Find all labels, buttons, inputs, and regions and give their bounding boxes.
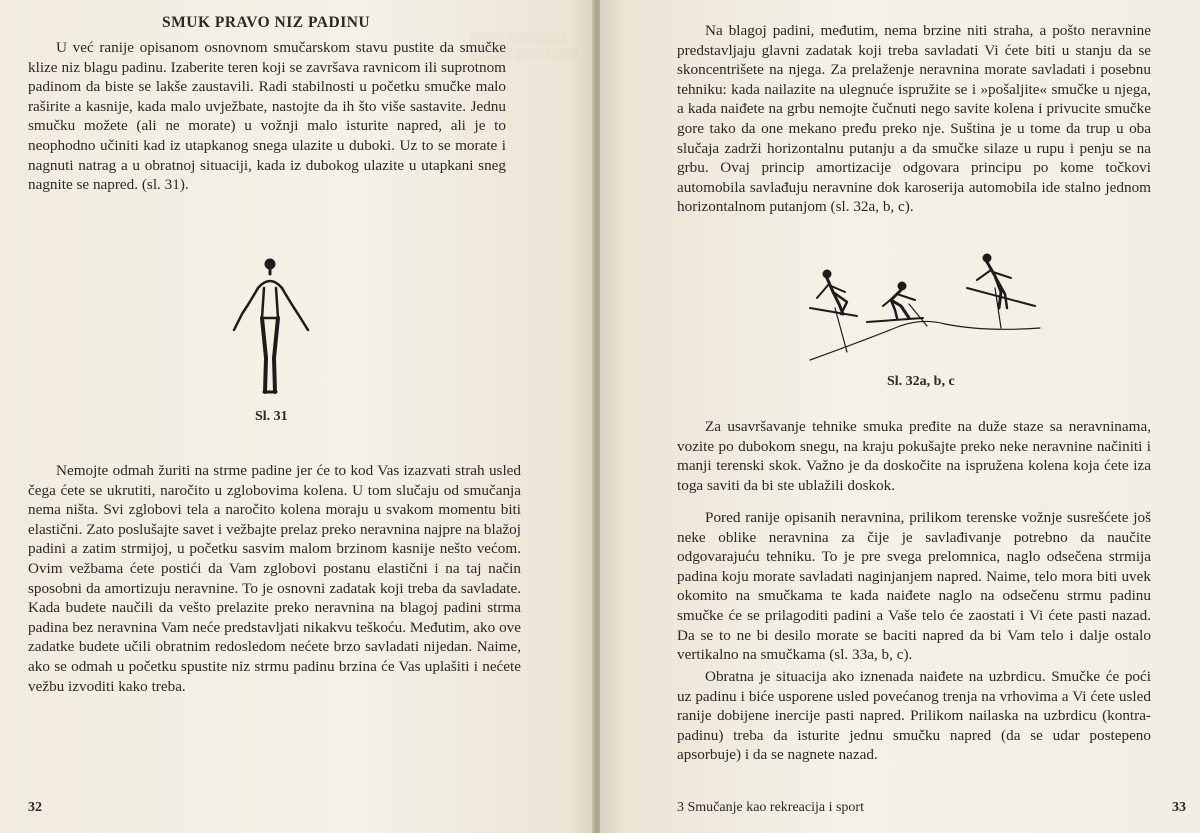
paragraph-text: Pored ranije opisanih neravnina, prilikom terenske vožnje susrešćete još neke oblike neravnina za čije je savlađivanje potrebno da naučite odgovarajuću tehniku. To je pre svega prelomnica, naglo odsečena strmija padina koju morate savladati naginjanjem napred. Naime, telo mora biti uvek okomito na smučkama te kada naiđete naglo na odsečenu strmu padinu smučke će se prilagoditi padini a Vaše telo će zaostati i Vi ćete pasti nazad. Da se to ne bi desilo morate se baciti napred da bi Vam telo i dalje ostalo vertikalno na smučkama (sl. 33a, b, c). <box>677 509 1151 664</box>
show-through-text: ▒▒▒▒ ▒▒▒▒▒▒▒ ▒▒▒▒▒ ▒▒▒▒ ▒▒▒ <box>470 31 579 61</box>
paragraph-text: Za usavršavanje tehnike smuka pređite na duže staze sa neravninama, vozite po dubokom snegu, na kraju pokušajte preko neke neravnine načiniti i manji terenski skok. Važno je da doskočite na ispružena kolena koja ćete iza toga saviti da bi ste ublažili doskok. <box>677 418 1151 494</box>
right-page <box>600 0 1200 833</box>
right-paragraph-3 <box>677 508 1151 665</box>
page-number: 33 <box>1172 800 1186 815</box>
paragraph-text: Nemojte odmah žuriti na strme padine jer će to kod Vas izazvati strah usled čega ćete se ukrutiti, naročito u zglobovima kolena. U tom slučaju od smučanja nema ništa. Svi zglobovi tela a naročito kolena moraju u svakom momentu biti elastični. Zato poslušajte savet i vežbajte prelaz preko neravnina najpre na blažoj padini a zatim strmijoj, u početku sasvim malom brzinom kasnije nešto većom. Ovim vežbama ćete postići da Vam zglobovi postanu elastični i na taj način sposobni da amortizuju neravnine. To je osnovni zadatak koji treba da savladate. Kada budete naučili da vešto prelazite preko neravnina na blagoj padini strma padina bez neravnina Vam neće predstavljati nikakvu teškoću. Međutim, ako ove zadatke budete učili obratnim redosledom nećete brzo savladati nijedan. Naime, ako se odmah u početku spustite niz strmu padinu brzina će Vas uplašiti i nećete vežbu izvoditi kako treba. <box>28 462 521 695</box>
skiers-over-bump-figure <box>805 248 1045 368</box>
figure-caption: Sl. 32a, b, c <box>887 374 955 389</box>
left-paragraph-2 <box>28 461 521 696</box>
right-paragraph-2 <box>677 417 1151 495</box>
section-heading: SMUK PRAVO NIZ PADINU <box>162 14 371 31</box>
paragraph-text: Obratna je situacija ako iznenada naiđete na uzbrdicu. Smučke će poći uz padinu i biće usporene usled povećanog trenja na vrhovima a Vi ćete usled ranije dobijene inercije pasti napred. Prilikom nailaska na uzbrdicu (kontra-padinu) treba da isturite jednu smučku napred (da se udar postepeno apsorbuje) i da se nagnete nazad. <box>677 668 1151 764</box>
right-paragraph-4 <box>677 667 1151 765</box>
skier-front-figure <box>220 252 320 402</box>
page-number: 32 <box>28 800 42 815</box>
right-paragraph-1 <box>677 21 1151 217</box>
paragraph-text: Na blagoj padini, međutim, nema brzine niti straha, a pošto neravnine predstavljaju glavni zadatak koji treba savladati Vi ćete biti u stanju da se skoncentrišete na njega. Za prelaženje neravnina morate savladati i posebnu tehniku: kada nailazite na ulegnuće ispružite se i »pošaljite« smučke u njega, a kada naiđete na grbu nemojte čučnuti nego savite kolena i privucite smučke gore tako da one mekano pređu preko nje. Suština je u tome da trup u oba slučaja zadrži horizontalnu putanju a da smučke silaze u rupu i penju se na grbu. Ovaj princip amortizacije odgovara principu po kome točkovi automobila savlađuju neravnine dok karoserija automobila ide stalno jednom horizontalnom putanjom (sl. 32a, b, c). <box>677 22 1151 216</box>
left-page <box>0 0 594 833</box>
paragraph-text: U već ranije opisanom osnovnom smučarskom stavu pustite da smučke klize niz blagu padinu. Izaberite teren koji se završava ravnicom ili suprotnom padinom da biste se lakše zaustavili. Radi stabilnosti u početku smučke malo raširite a kasnije, kada malo uvježbate, nastojte da ih što više sastavite. Jednu smučku možete (ali ne morate) u vožnji malo isturite napred, ali je to neophodno učiniti kad iz utapkanog snega ulazite u duboki. Uz to se morate i nagnuti natrag a u obratnoj situaciji, kada iz dubokog ulazite u utapkani sneg nagnite se napred. (sl. 31). <box>28 39 506 194</box>
figure-caption: Sl. 31 <box>255 409 288 424</box>
left-paragraph-1 <box>28 38 506 195</box>
page-footer: 3 Smučanje kao rekreacija i sport <box>677 800 864 815</box>
